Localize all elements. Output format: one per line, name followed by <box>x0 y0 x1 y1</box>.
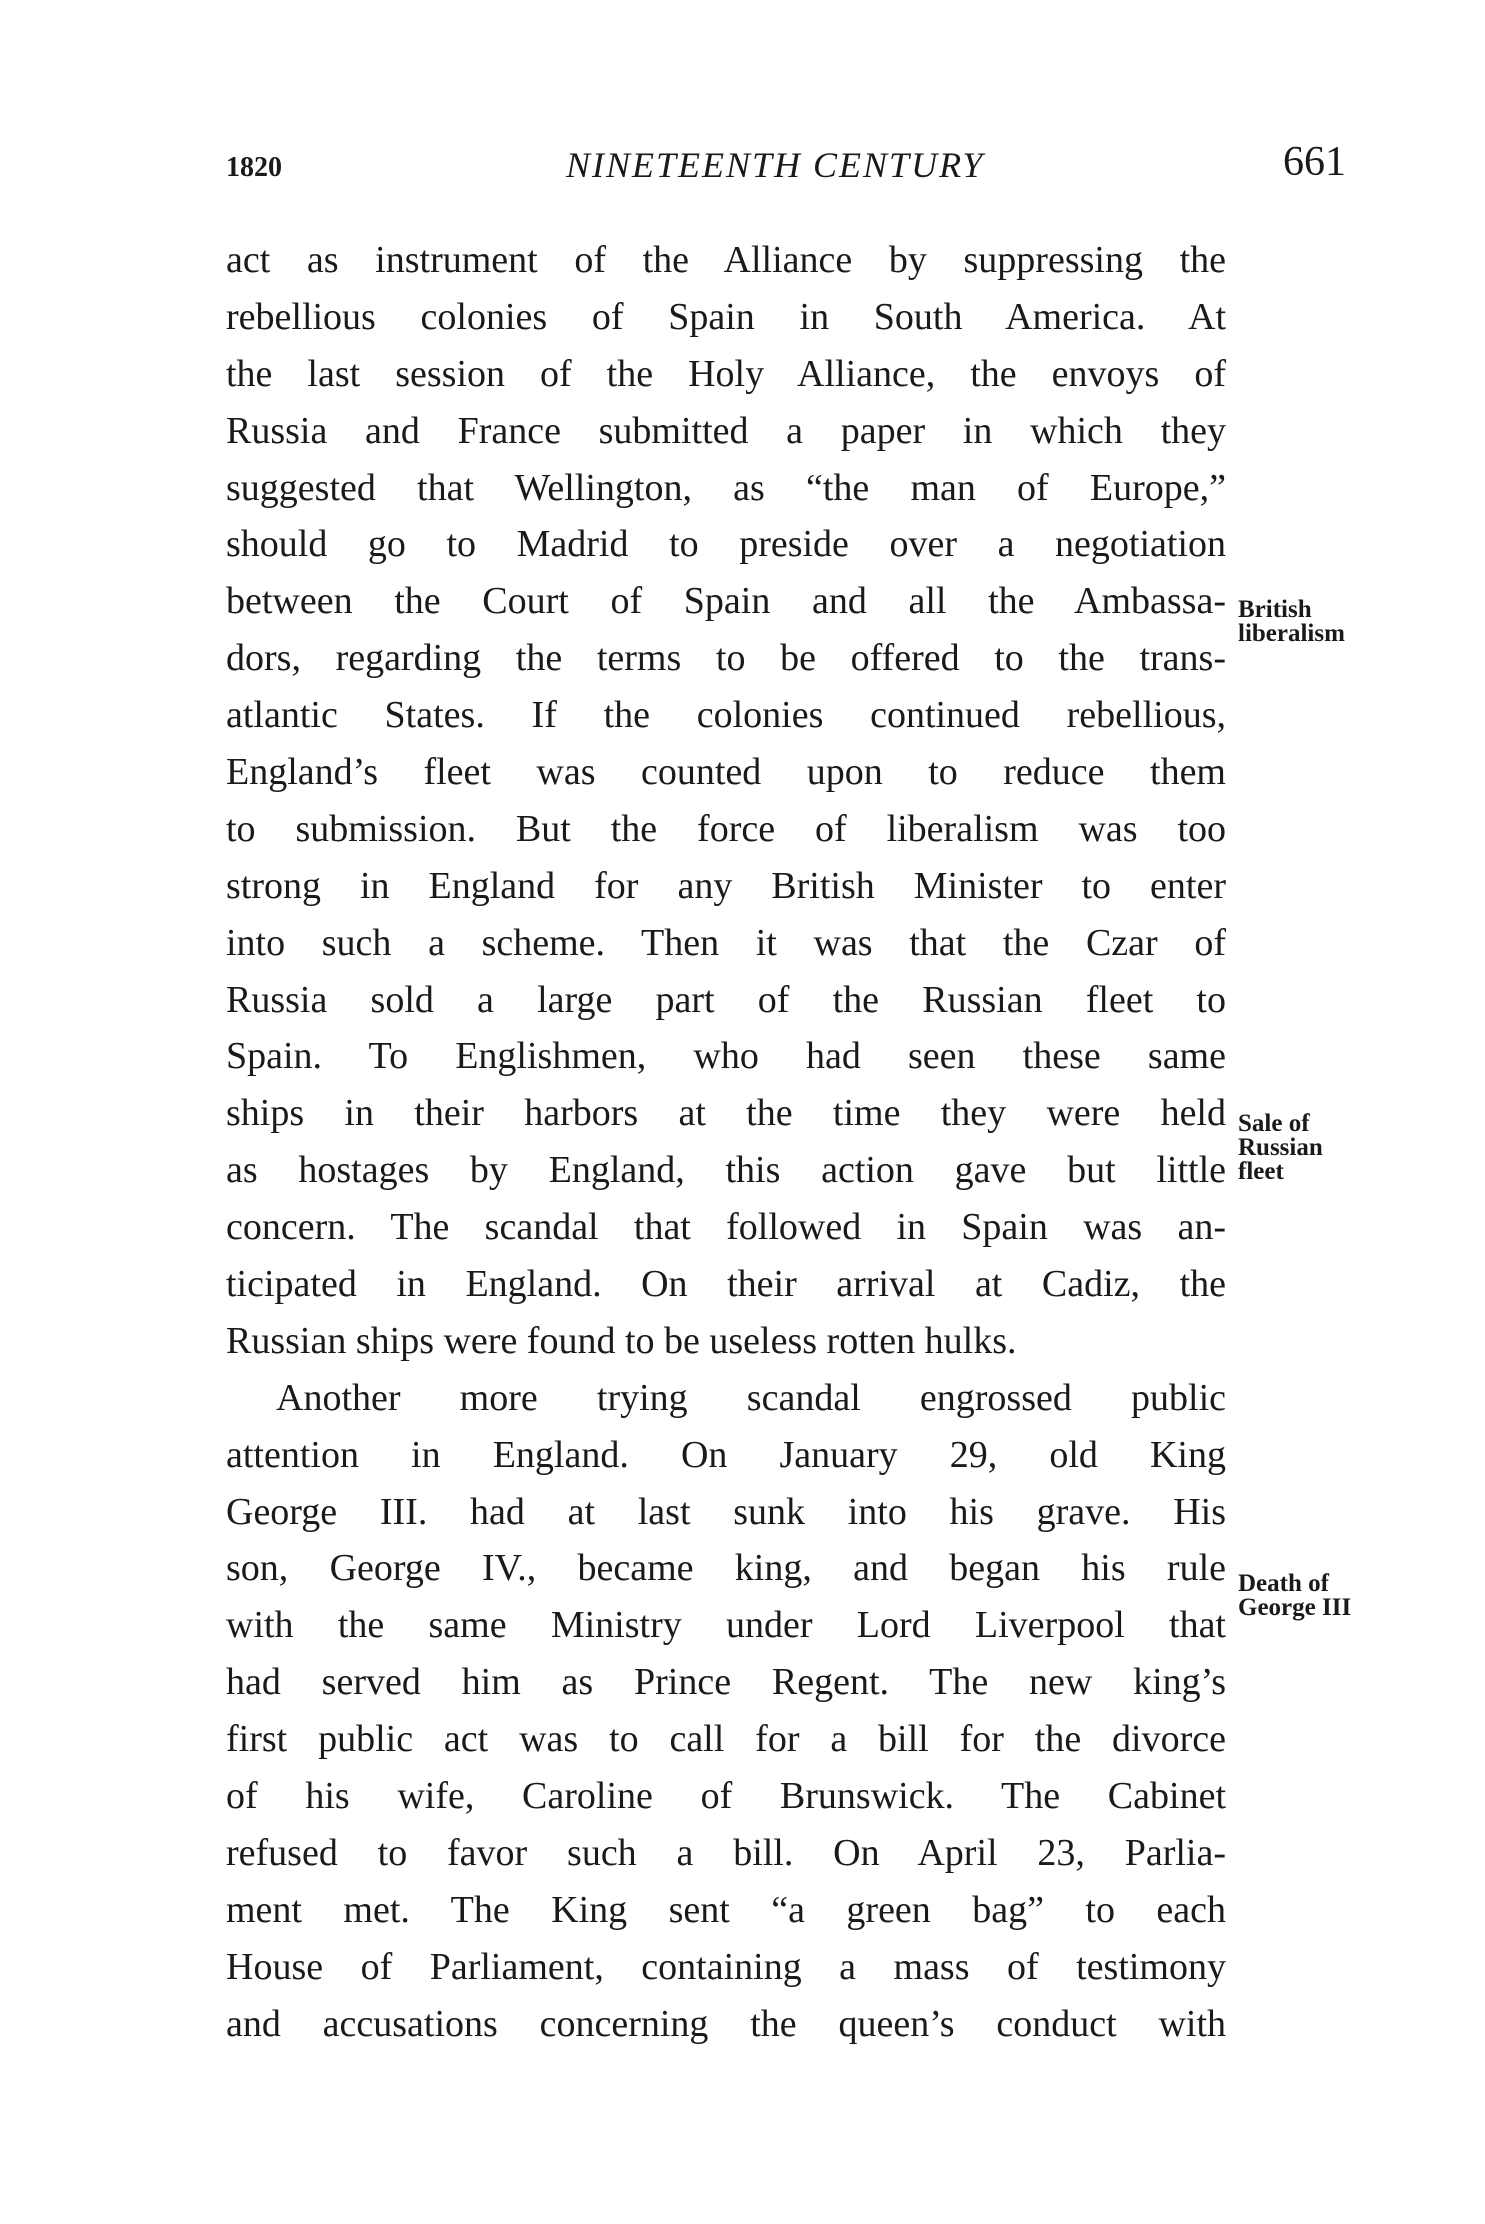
text-line: act as instrument of the Alliance by suppressing the <box>226 239 1226 281</box>
side-note-line: liberalism <box>1238 620 1345 647</box>
text-line: into such a scheme. Then it was that the Czar of <box>226 921 1226 964</box>
text-line: Russian ships were found to be useless rotten hulks. <box>226 1319 1017 1362</box>
text-line: dors, regarding the terms to be offered to the trans- <box>226 637 1226 680</box>
text-line: concern. The scandal that followed in Spain was an- <box>226 1206 1226 1249</box>
text-line: the last session of the Holy Alliance, the envoys of <box>226 352 1226 395</box>
header-year: 1820 <box>226 152 282 183</box>
text-line: refused to favor such a bill. On April 23, Parlia- <box>226 1831 1226 1874</box>
side-note-sale-of-russian-fleet <box>1238 1112 1323 1184</box>
side-note-british-liberalism <box>1238 598 1345 646</box>
side-note-line: Death of <box>1238 1570 1329 1597</box>
text-line: and accusations concerning the queen’s conduct with <box>226 2002 1226 2045</box>
text-line: first public act was to call for a bill for the divorce <box>226 1718 1226 1761</box>
text-line: Russia sold a large part of the Russian fleet to <box>226 978 1226 1021</box>
text-line: son, George IV., became king, and began his rule <box>226 1547 1226 1590</box>
paragraph-2 <box>226 1370 1226 2053</box>
text-line: England’s fleet was counted upon to reduce them <box>226 751 1226 794</box>
text-line: ment met. The King sent “a green bag” to each <box>226 1888 1226 1931</box>
side-note-line: Sale of <box>1238 1110 1310 1137</box>
text-line: ships in their harbors at the time they were held <box>226 1092 1226 1135</box>
text-line: strong in England for any British Minister to enter <box>226 864 1226 907</box>
text-line: to submission. But the force of liberalism was too <box>226 807 1226 850</box>
side-note-line: Russian <box>1238 1134 1323 1161</box>
text-line: should go to Madrid to preside over a negotiation <box>226 523 1226 566</box>
text-line: atlantic States. If the colonies continued rebellious, <box>226 694 1226 737</box>
text-line: Spain. To Englishmen, who had seen these same <box>226 1035 1226 1078</box>
side-note-line: George III <box>1238 1594 1352 1621</box>
text-line: between the Court of Spain and all the Ambassa- <box>226 580 1226 623</box>
text-line: of his wife, Caroline of Brunswick. The Cabinet <box>226 1775 1226 1818</box>
text-line: George III. had at last sunk into his grave. His <box>226 1490 1226 1533</box>
text-line: ticipated in England. On their arrival at Cadiz, the <box>226 1263 1226 1306</box>
page-number: 661 <box>1283 139 1346 185</box>
header-title: NINETEENTH CENTURY <box>566 145 985 185</box>
body-text <box>226 232 1226 2053</box>
text-line: as hostages by England, this action gave but little <box>226 1149 1226 1192</box>
running-head <box>226 138 1346 198</box>
text-line: attention in England. On January 29, old King <box>226 1433 1226 1476</box>
text-line: Russia and France submitted a paper in which they <box>226 409 1226 452</box>
side-note-line: British <box>1238 596 1312 623</box>
text-line: Another more trying scandal engrossed public <box>276 1376 1226 1419</box>
side-note-death-of-george-iii <box>1238 1572 1351 1620</box>
text-line: rebellious colonies of Spain in South America. At <box>226 295 1226 338</box>
text-line: with the same Ministry under Lord Liverpool that <box>226 1604 1226 1647</box>
side-note-line: fleet <box>1238 1158 1284 1185</box>
paragraph-1 <box>226 232 1226 1370</box>
text-line: had served him as Prince Regent. The new king’s <box>226 1661 1226 1704</box>
text-line: suggested that Wellington, as “the man of Europe,” <box>226 466 1226 509</box>
text-line: House of Parliament, containing a mass of testimony <box>226 1945 1226 1988</box>
